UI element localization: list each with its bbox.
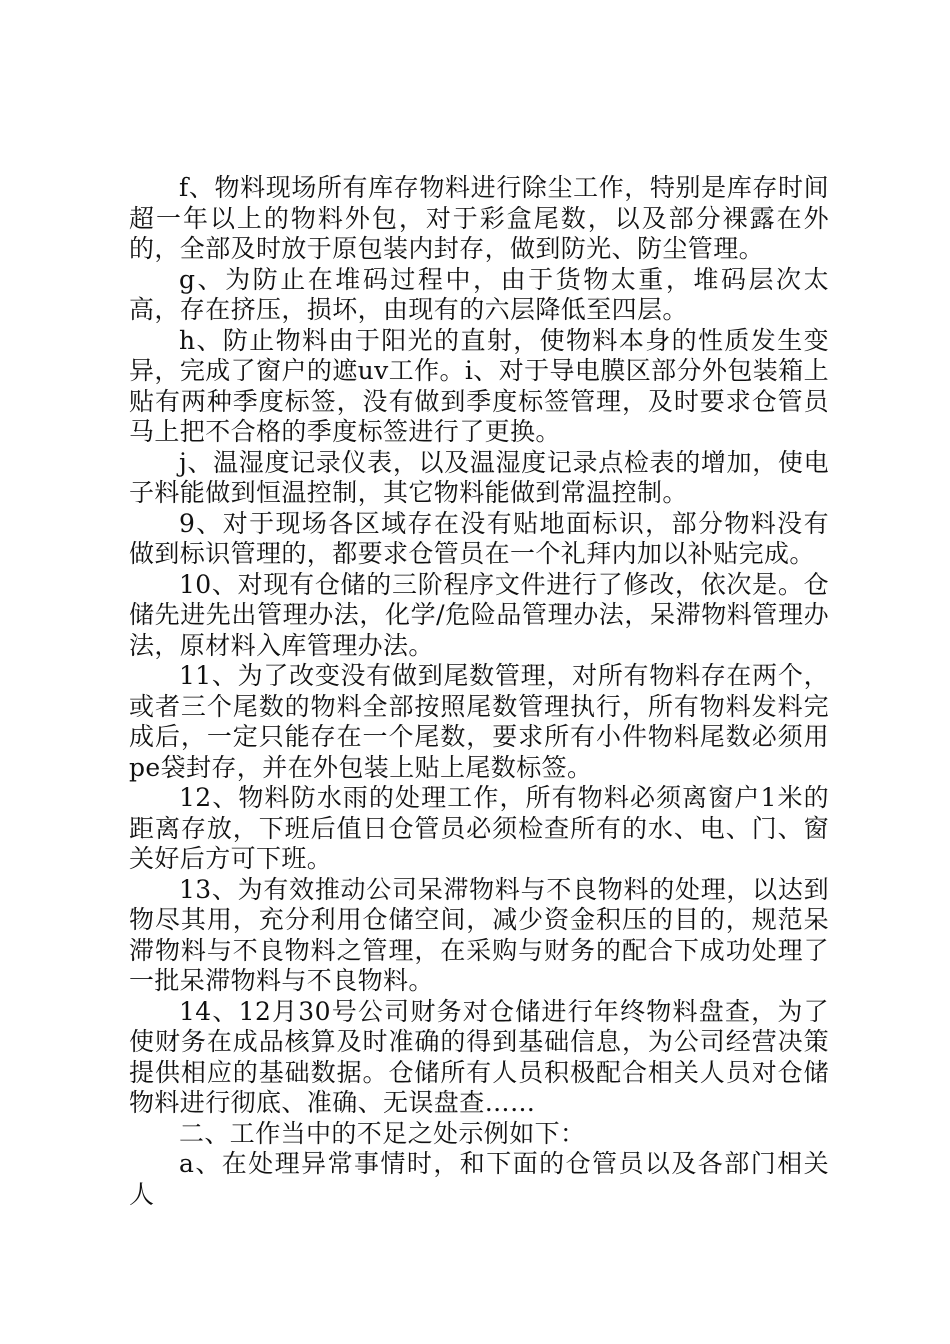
paragraph-12-waterproofing: 12、物料防水雨的处理工作，所有物料必须离窗户1米的距离存放，下班后值日仓管员必须检查所有的水、电、门、窗关好后方可下班。	[129, 783, 829, 873]
paragraph-g-stacking: g、为防止在堆码过程中，由于货物太重，堆码层次太高，存在挤压，损坏，由现有的六层降低至四层。	[129, 264, 829, 324]
paragraph-f-dust-removal: f、物料现场所有库存物料进行除尘工作，特别是库存时间超一年以上的物料外包，对于彩盒尾数，以及部分裸露在外的，全部及时放于原包装内封存，做到防光、防尘管理。	[129, 173, 829, 263]
document-body	[129, 173, 829, 1210]
section-heading-shortcomings: 二、工作当中的不足之处示例如下：	[179, 1118, 586, 1148]
paragraph-10-procedures: 10、对现有仓储的三阶程序文件进行了修改，依次是。仓储先进先出管理办法，化学/危险品管理办法，呆滞物料管理办法，原材料入库管理办法。	[129, 569, 829, 660]
paragraph-14-year-end-inventory: 14、12月30号公司财务对仓储进行年终物料盘查，为了使财务在成品核算及时准确的得到基础信息，为公司经营决策提供相应的基础数据。仓储所有人员积极配合相关人员对仓储物料进行彻底、准确、无误盘查……	[129, 996, 829, 1117]
paragraph-j-humidity: j、温湿度记录仪表，以及温湿度记录点检表的增加，使电子料能做到恒温控制，其它物料能做到常温控制。	[129, 447, 829, 507]
paragraph-a-exceptions: a、在处理异常事情时，和下面的仓管员以及各部门相关人	[129, 1149, 829, 1209]
paragraph-11-remainder-management: 11、为了改变没有做到尾数管理，对所有物料存在两个，或者三个尾数的物料全部按照尾数管理执行，所有物料发料完成后，一定只能存在一个尾数，要求所有小件物料尾数必须用pe袋封存，并在外包装上贴上尾数标签。	[129, 661, 829, 782]
paragraph-9-floor-labels: 9、对于现场各区域存在没有贴地面标识，部分物料没有做到标识管理的，都要求仓管员在一个礼拜内加以补贴完成。	[129, 508, 829, 568]
paragraph-13-slow-moving-materials: 13、为有效推动公司呆滞物料与不良物料的处理，以达到物尽其用，充分利用仓储空间，减少资金积压的目的，规范呆滞物料与不良物料之管理，在采购与财务的配合下成功处理了一批呆滞物料与不良物料。	[129, 874, 829, 995]
paragraph-h-sunlight: h、防止物料由于阳光的直射，使物料本身的性质发生变异，完成了窗户的遮uv工作。i、对于导电膜区部分外包装箱上贴有两种季度标签，没有做到季度标签管理，及时要求仓管员马上把不合格的季度标签进行了更换。	[129, 325, 829, 446]
